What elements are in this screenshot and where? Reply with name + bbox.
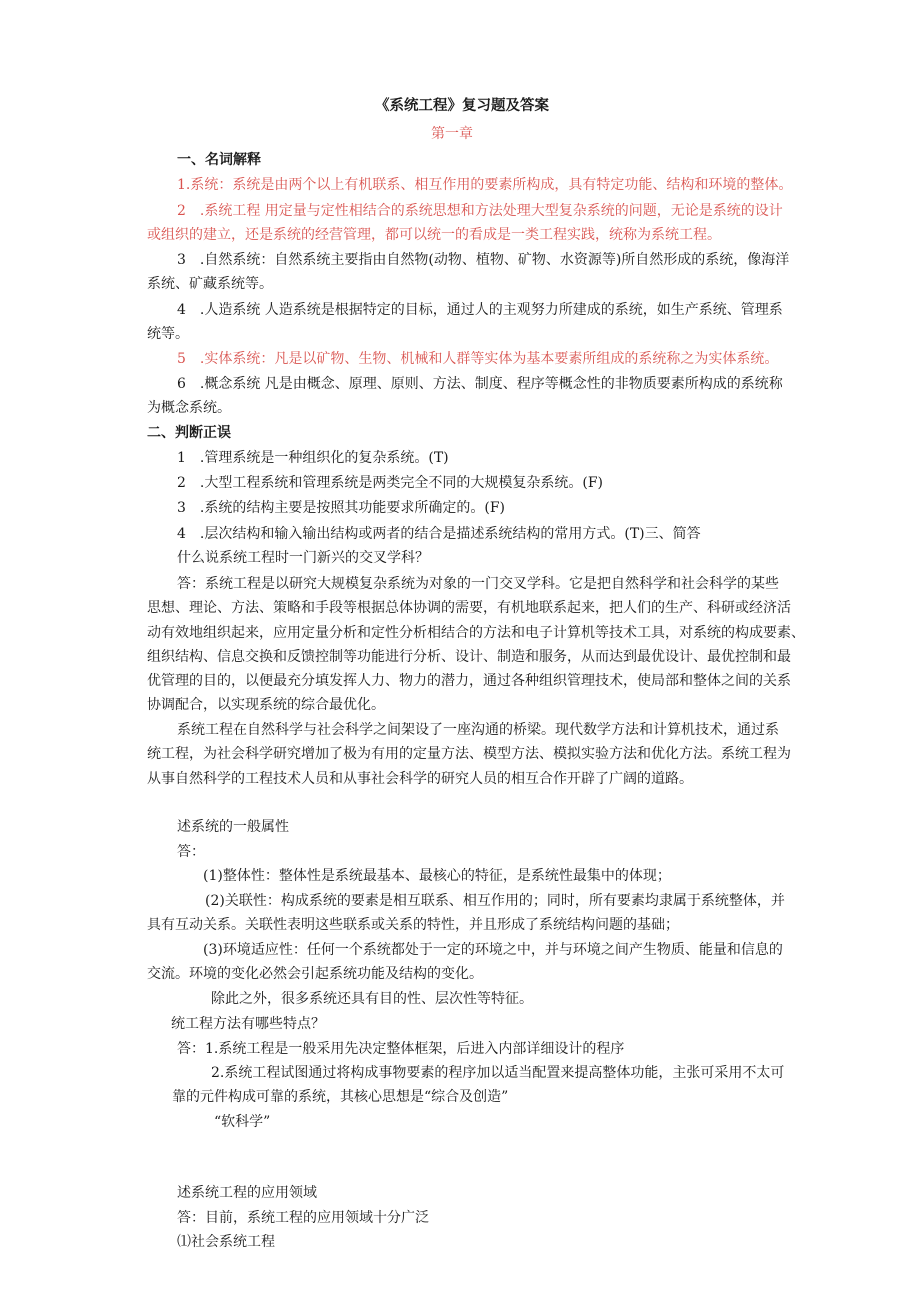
question-1: 什么说系统工程时一门新兴的交叉学科？ [177, 550, 429, 566]
answer-line: (1)整体性：整体性是系统最基本、最核心的特征，是系统性最集中的体现； [203, 868, 671, 884]
question-4: 述系统工程的应用领域 [177, 1185, 317, 1201]
judgement-item: 3 .系统的结构主要是按照其功能要求所确定的。(F) [177, 500, 505, 516]
answer-line: (2)关联性：构成系统的要素是相互联系、相互作用的；同时，所有要素均隶属于系统整体，并 [205, 893, 785, 909]
answer-line: 思想、理论、方法、策略和手段等根据总体协调的需要，有机地联系起来，把人们的生产、科研或经济活 [147, 600, 791, 616]
judgement-item: 1 .管理系统是一种组织化的复杂系统。(T) [177, 450, 449, 466]
answer-line: 交流。环境的变化必然会引起系统功能及结构的变化。 [147, 966, 483, 982]
answer-line: 除此之外，很多系统还具有目的性、层次性等特征。 [211, 991, 533, 1007]
answer-line: 2.系统工程试图通过将构成事物要素的程序加以适当配置来提高整体功能，主张可采用不太可 [211, 1065, 785, 1081]
term-item-line: 系统、矿藏系统等。 [147, 276, 273, 292]
term-item-line: 统等。 [147, 326, 189, 342]
answer-line: “软科学” [214, 1114, 271, 1130]
chapter-label: 第一章 [431, 126, 473, 142]
answer-line: 协调配合，以实现系统的综合最优化。 [147, 697, 385, 713]
question-3: 统工程方法有哪些特点？ [171, 1016, 325, 1032]
section-heading-terms: 一、名词解释 [177, 152, 261, 168]
answer-line: 答：1.系统工程是一般采用先决定整体框架，后进入内部详细设计的程序 [177, 1041, 625, 1057]
question-2: 述系统的一般属性 [177, 819, 289, 835]
answer-line: (3)环境适应性：任何一个系统都处于一定的环境之中，并与环境之间产生物质、能量和信息的 [203, 942, 783, 958]
term-item-line: 1.系统：系统是由两个以上有机联系、相互作用的要素所构成，具有特定功能、结构和环境的整体。 [177, 177, 793, 193]
term-item-line: 为概念系统。 [147, 400, 231, 416]
document-title: 《系统工程》复习题及答案 [375, 97, 549, 114]
term-item-line: 3 .自然系统：自然系统主要指由自然物(动物、植物、矿物、水资源等)所自然形成的系统，像海洋 [177, 252, 790, 268]
answer-label: 答： [177, 844, 205, 860]
section-heading-judgement: 二、判断正误 [147, 425, 231, 441]
answer-line: 具有互动关系。关联性表明这些联系或关系的特性，并且形成了系统结构问题的基础； [147, 917, 679, 933]
term-item-line: 4 .人造系统 人造系统是根据特定的目标，通过人的主观努力所建成的系统，如生产系统、管理系 [177, 302, 783, 318]
answer-line: ⑴社会系统工程 [177, 1234, 275, 1250]
term-item-line: 5 .实体系统：凡是以矿物、生物、机械和人群等实体为基本要素所组成的系统称之为实体系统。 [177, 351, 779, 367]
answer-line: 答：系统工程是以研究大规模复杂系统为对象的一门交叉学科。它是把自然科学和社会科学的某些 [177, 576, 779, 592]
answer-line: 组织结构、信息交换和反馈控制等功能进行分析、设计、制造和服务，从而达到最优设计、最优控制和最 [147, 649, 791, 665]
answer-line: 动有效地组织起来，应用定量分析和定性分析相结合的方法和电子计算机等技术工具，对系统的构成要素、 [147, 625, 805, 641]
answer-line: 答：目前，系统工程的应用领域十分广泛 [177, 1210, 429, 1226]
term-item-line: 或组织的建立，还是系统的经营管理，都可以统一的看成是一类工程实践，统称为系统工程。 [147, 227, 721, 243]
answer-line: 系统工程在自然科学与社会科学之间架设了一座沟通的桥梁。现代数学方法和计算机技术，通过系 [177, 722, 779, 738]
term-item-line: 6 .概念系统 凡是由概念、原理、原则、方法、制度、程序等概念性的非物质要素所构成的系统称 [177, 376, 783, 392]
judgement-item: 2 .大型工程系统和管理系统是两类完全不同的大规模复杂系统。(F) [177, 475, 603, 491]
answer-line: 靠的元件构成可靠的系统，其核心思想是“综合及创造” [172, 1089, 509, 1105]
judgement-item: 4 .层次结构和输入输出结构或两者的结合是描述系统结构的常用方式。(T)三、简答 [177, 526, 701, 542]
answer-line: 统工程，为社会科学研究增加了极为有用的定量方法、模型方法、模拟实验方法和优化方法。系统工程为 [147, 746, 791, 762]
answer-line: 优管理的目的，以便最充分填发挥人力、物力的潜力，通过各种组织管理技术，使局部和整体之间的关系 [147, 673, 791, 689]
answer-line: 从事自然科学的工程技术人员和从事社会科学的研究人员的相互合作开辟了广阔的道路。 [147, 771, 693, 787]
term-item-line: 2 .系统工程 用定量与定性相结合的系统思想和方法处理大型复杂系统的问题，无论是系统的设计 [177, 203, 783, 219]
